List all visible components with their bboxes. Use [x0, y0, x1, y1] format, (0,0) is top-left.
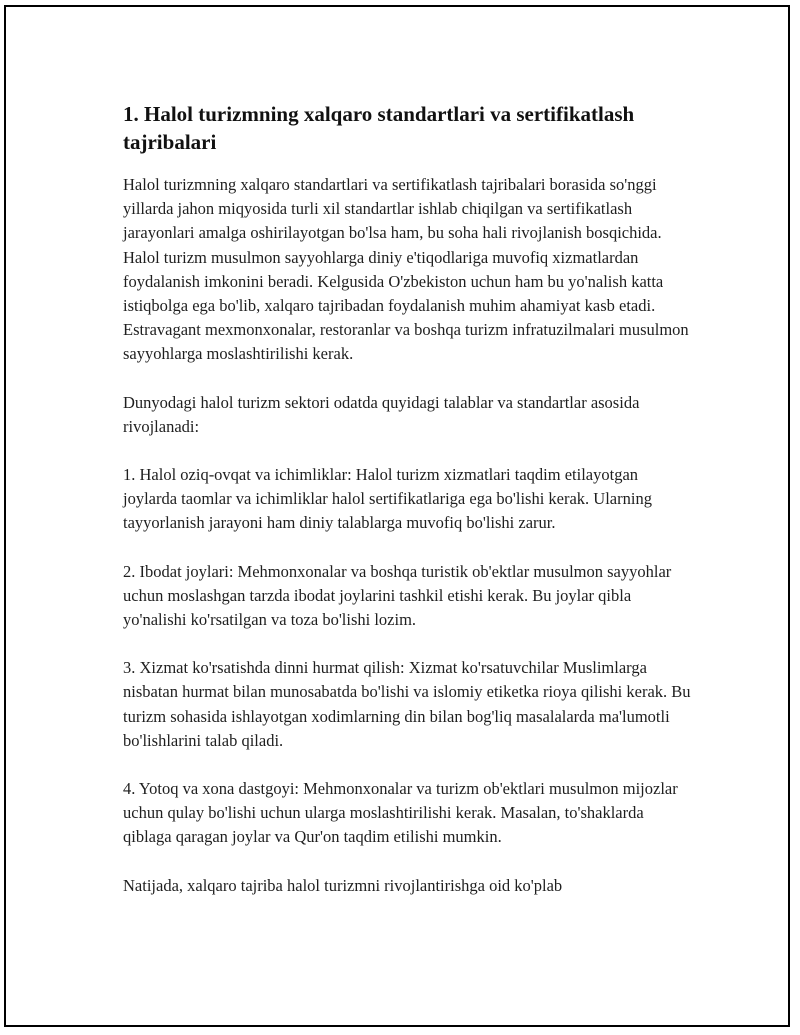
- list-item-halal-food: 1. Halol oziq-ovqat va ichimliklar: Halol turizm xizmatlari taqdim etilayotgan joylarda taomlar va ichimliklar halol sertifikatlariga ega bo'lishi kerak. Ularning tayyorlanish jarayoni ham diniy talablarga muvofiq bo'lishi zarur.: [123, 465, 652, 533]
- list-item-prayer-places: 2. Ibodat joylari: Mehmonxonalar va boshqa turistik ob'ektlar musulmon sayyohlar uchun moslashgan tarzda ibodat joylarini tashkil etishi kerak. Bu joylar qibla yo'nalishi ko'rsatilgan va toza bo'lishi lozim.: [123, 561, 672, 630]
- list-item-religious-respect: 3. Xizmat ko'rsatishda dinni hurmat qilish: Xizmat ko'rsatuvchilar Muslimlarga nisbatan hurmat bilan munosabatda bo'lishi va islomiy etiketka rioya qilishi kerak. Bu turizm sohasida ishlayotgan xodimlarning din bilan bog'liq masalalarda ma'lumotli bo'lishlarini talab qiladi.: [123, 658, 691, 750]
- conclusion-paragraph: Natijada, xalqaro tajriba halol turizmni rivojlantirishga oid ko'plab: [123, 875, 563, 895]
- page-frame: [4, 5, 790, 1027]
- requirements-intro-paragraph: Dunyodagi halol turizm sektori odatda quyidagi talablar va standartlar asosida rivojlanadi:: [123, 392, 640, 436]
- section-heading: 1. Halol turizmning xalqaro standartlari va sertifikatlash tajribalari: [123, 102, 635, 154]
- document-body: [123, 100, 693, 922]
- list-item-room-arrangement: 4. Yotoq va xona dastgoyi: Mehmonxonalar va turizm ob'ektlari musulmon mijozlar uchun qulay bo'lishi uchun ularga moslashtirilishi kerak. Masalan, to'shaklarda qiblaga qaragan joylar va Qur'on taqdim etilishi mumkin.: [123, 779, 678, 847]
- intro-paragraph: Halol turizmning xalqaro standartlari va sertifikatlash tajribalari borasida so'nggi yillarda jahon miqyosida turli xil standartlar ishlab chiqilgan va sertifikatlash jarayonlari amalga oshirilayotgan bo'lsa ham, bu soha hali rivojlanish bosqichida. Halol turizm musulmon sayyohlarga diniy e'tiqodlariga muvofiq xizmatlardan foydalanish imkonini beradi. Kelgusida O'zbekiston uchun ham bu yo'nalish katta istiqbolga ega bo'lib, xalqaro tajribadan foydalanish muhim ahamiyat kasb etadi. Estravagant mexmonxonalar, restoranlar va boshqa turizm infratuzilmalari musulmon sayyohlarga moslashtirilishi kerak.: [123, 175, 689, 364]
